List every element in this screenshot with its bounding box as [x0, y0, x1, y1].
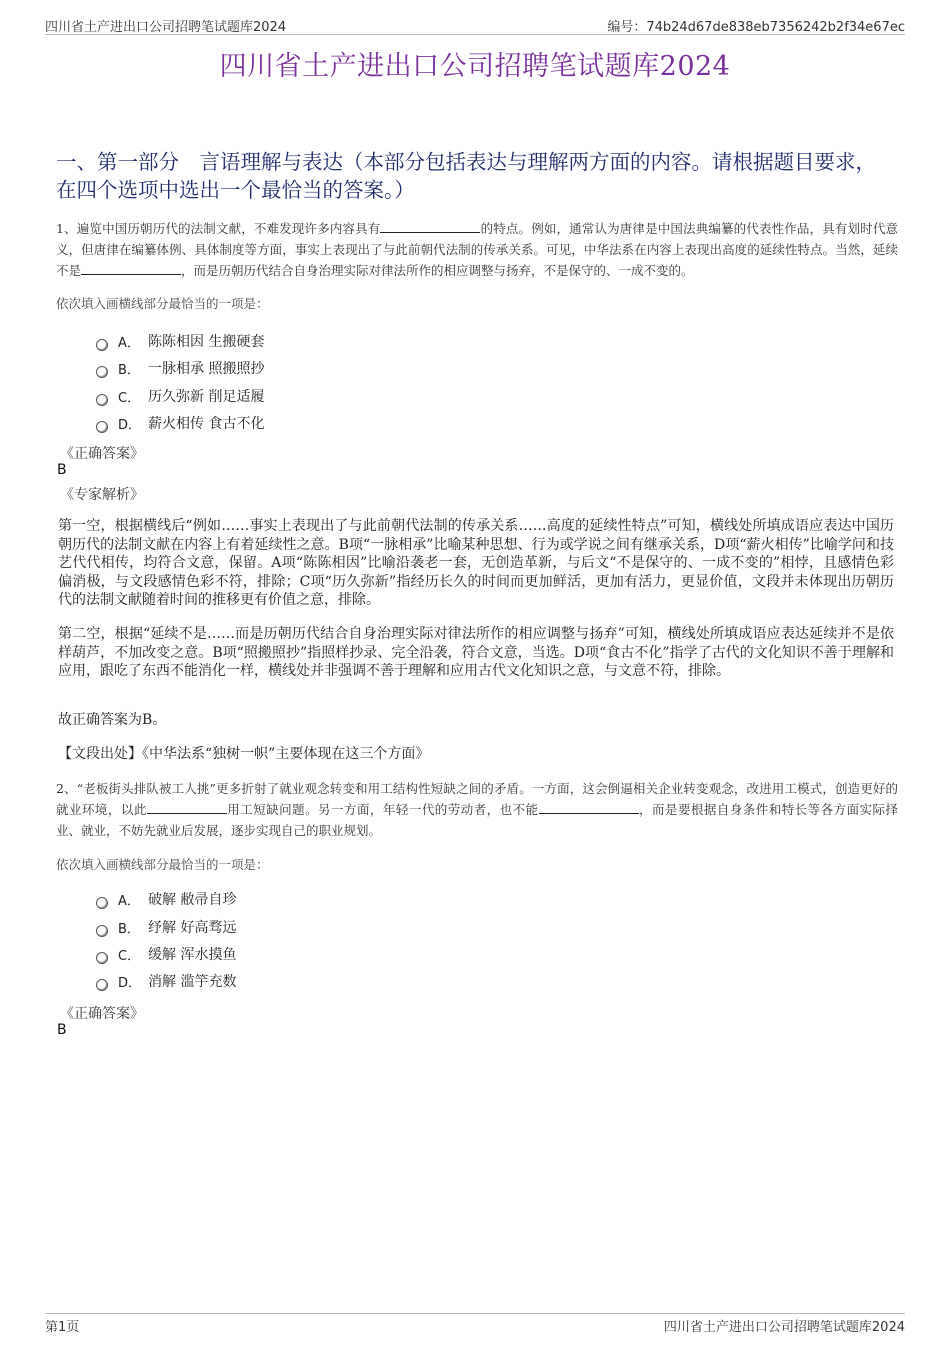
- q2-option-a[interactable]: [96, 888, 236, 910]
- option-text: 陈陈相因 生搬硬套: [148, 334, 265, 350]
- option-text: 纾解 好高骛远: [148, 920, 237, 936]
- q1-text-b: 的特点。例如，通常认为唐律是中国法典编纂的代表性作品，具有划时代意义，但唐律在编纂体例、具体制度等方面，事实上表现出了与此前朝代法制的传承关系。可见，中华法系在内容上表现出高度的延续性特点。当然，延续不是: [56, 221, 898, 278]
- page-footer: [45, 1313, 905, 1335]
- page-header: [45, 14, 905, 35]
- option-letter: D．: [118, 417, 142, 433]
- q1-blank-2: [81, 262, 181, 275]
- q1-blank-1: [380, 220, 480, 233]
- option-text: 薪火相传 食古不化: [148, 416, 265, 432]
- header-serial-number: 编号：74b24d67de838eb7356242b2f34e67ec: [607, 20, 905, 35]
- option-text: 破解 敝帚自珍: [148, 892, 237, 908]
- q1-analysis-paragraph-2: 第二空，根据“延续不是……而是历朝历代结合自身治理实际对律法所作的相应调整与扬弃”可知，横线处所填成语应表达延续并不是依样葫芦，不加改变之意。B项“照搬照抄”指照样抄录、完全沿袭，符合文意，当选。D项“食古不化”指学了古代的文化知识不善于理解和应用，跟吃了东西不能消化一样，横线处并非强调不善于理解和应用古代文化知识之意，与文意不符，排除。: [58, 626, 894, 679]
- q1-option-c[interactable]: [96, 385, 264, 407]
- q2-blank-1: [147, 801, 227, 814]
- q1-option-a[interactable]: [96, 330, 264, 352]
- option-letter: D．: [118, 975, 142, 991]
- option-letter: A．: [118, 335, 140, 351]
- q1-answer: B: [57, 462, 67, 478]
- q2-option-d[interactable]: [96, 970, 236, 992]
- option-text: 历久弥新 削足适履: [148, 389, 265, 405]
- q1-answer-label: 《正确答案》: [60, 446, 144, 462]
- radio-icon[interactable]: [96, 366, 108, 378]
- option-letter: B．: [118, 362, 140, 378]
- section-heading: 一、第一部分 言语理解与表达（本部分包括表达与理解两方面的内容。请根据题目要求，在四个选项中选出一个最恰当的答案。）: [56, 150, 876, 202]
- radio-icon[interactable]: [96, 979, 108, 991]
- q2-text-b: 用工短缺问题。另一方面，年轻一代的劳动者，也不能: [226, 802, 539, 817]
- radio-icon[interactable]: [96, 339, 108, 351]
- option-letter: A．: [118, 893, 140, 909]
- option-letter: B．: [118, 921, 140, 937]
- option-letter: C．: [118, 390, 141, 406]
- q2-option-b[interactable]: [96, 916, 236, 938]
- q2-blank-2: [539, 801, 639, 814]
- option-text: 缓解 浑水摸鱼: [148, 947, 237, 963]
- header-title: 四川省土产进出口公司招聘笔试题库2024: [45, 20, 287, 35]
- q2-answer-label: 《正确答案》: [60, 1006, 144, 1022]
- q2-text-c: ，而是要根据自身条件和特长等各方面实际择业、就业，不妨先就业后发展，逐步实现自己的职业规划。: [56, 802, 898, 838]
- option-letter: C．: [118, 948, 141, 964]
- footer-title: 四川省土产进出口公司招聘笔试题库2024: [663, 1320, 905, 1335]
- q1-analysis-label: 《专家解析》: [60, 487, 144, 503]
- q1-text-a: 1、遍览中国历朝历代的法制文献，不难发现许多内容具有: [56, 221, 381, 236]
- document-title: 四川省土产进出口公司招聘笔试题库2024: [219, 51, 731, 82]
- option-text: 一脉相承 照搬照抄: [148, 361, 265, 377]
- question-2-text: [56, 778, 898, 841]
- q1-conclusion: 故正确答案为B。: [58, 712, 167, 728]
- q2-prompt: 依次填入画横线部分最恰当的一项是：: [56, 857, 269, 872]
- q2-option-c[interactable]: [96, 943, 236, 965]
- q1-prompt: 依次填入画横线部分最恰当的一项是：: [56, 296, 269, 311]
- page-number: 第1页: [45, 1320, 80, 1335]
- q2-text-a: 2、“老板街头排队被工人挑”更多折射了就业观念转变和用工结构性短缺之间的矛盾。一方面，这会倒逼相关企业转变观念，改进用工模式，创造更好的就业环境，以此: [56, 781, 898, 817]
- radio-icon[interactable]: [96, 394, 108, 406]
- question-1-text: [56, 218, 898, 281]
- radio-icon[interactable]: [96, 925, 108, 937]
- radio-icon[interactable]: [96, 897, 108, 909]
- q1-text-c: ，而是历朝历代结合自身治理实际对律法所作的相应调整与扬弃，不是保守的、一成不变的。: [181, 263, 694, 278]
- q2-answer: B: [57, 1022, 67, 1038]
- option-text: 消解 滥竽充数: [148, 974, 237, 990]
- q1-option-b[interactable]: [96, 357, 264, 379]
- q1-source: 【文段出处】《中华法系“独树一帜”主要体现在这三个方面》: [58, 746, 430, 762]
- q1-option-d[interactable]: [96, 412, 264, 434]
- radio-icon[interactable]: [96, 952, 108, 964]
- q1-analysis-paragraph-1: 第一空，根据横线后“例如……事实上表现出了与此前朝代法制的传承关系……高度的延续性特点”可知，横线处所填成语应表达中国历朝历代的法制文献在内容上有着延续性之意。B项“一脉相承”比喻某种思想、行为或学说之间有继承关系，D项“薪火相传”比喻学问和技艺代代相传，均符合文意，保留。A项“陈陈相因”比喻沿袭老一套，无创造革新，与后文“不是保守的、一成不变的”相悖，且感情色彩偏消极，与文段感情色彩不符，排除；C项“历久弥新”指经历长久的时间而更加鲜活，更加有活力，更显价值，文段并未体现出历朝历代的法制文献随着时间的推移更有价值之意，排除。: [58, 518, 894, 608]
- radio-icon[interactable]: [96, 421, 108, 433]
